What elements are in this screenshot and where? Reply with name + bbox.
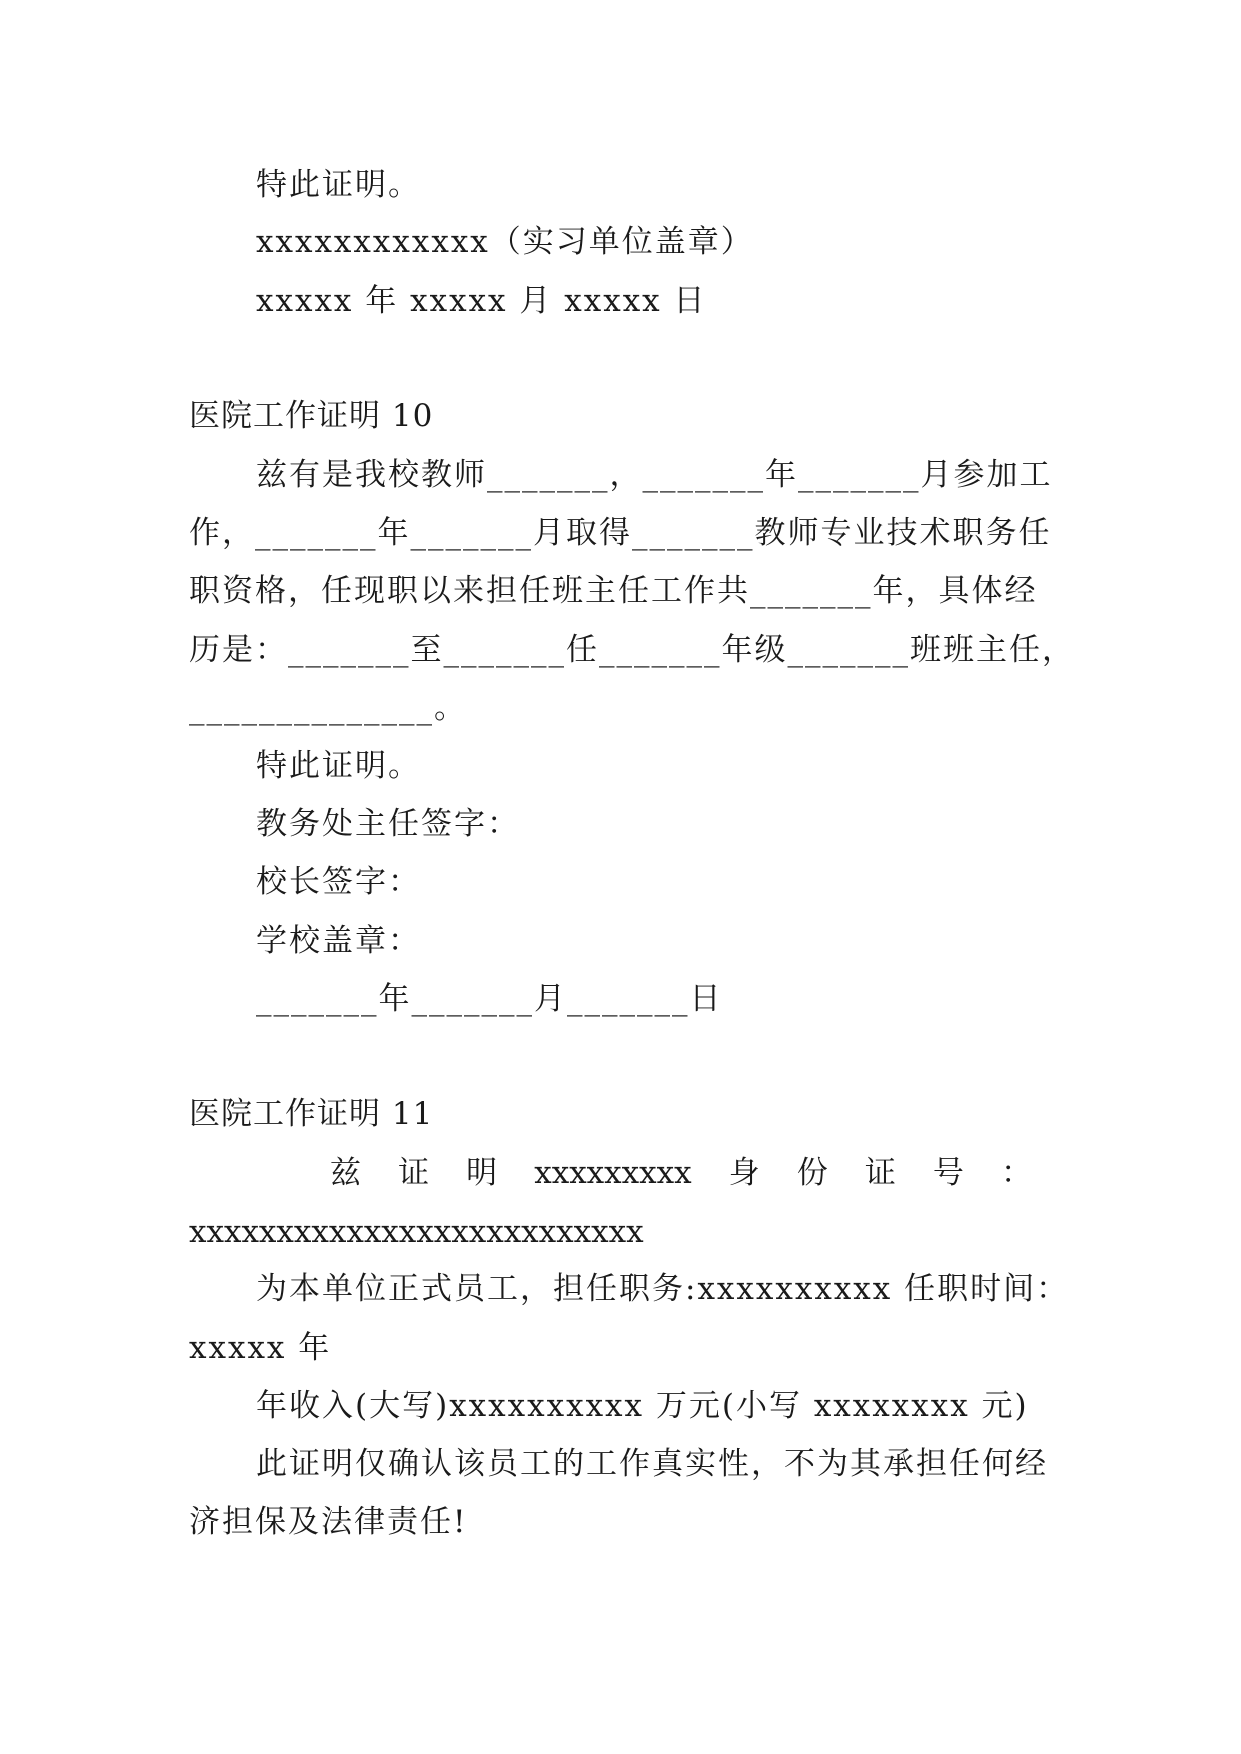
section-heading-10: 医院工作证明 10 <box>189 398 434 434</box>
text-fragment: xxxxxxxxx <box>534 1155 692 1191</box>
closing-text: 特此证明。 <box>256 748 421 784</box>
text-fragment: 证 <box>398 1155 430 1191</box>
school-seal-label: 学校盖章： <box>256 923 421 959</box>
text-fragment: 身 <box>728 1155 760 1191</box>
paragraph-line: 此证明仅确认该员工的工作真实性，不为其承担任何经 <box>256 1446 1048 1482</box>
paragraph-line: 济担保及法律责任! <box>189 1504 468 1540</box>
academic-director-signature-label: 教务处主任签字： <box>256 806 520 842</box>
internship-unit-seal-line: xxxxxxxxxxxx（实习单位盖章） <box>256 224 754 260</box>
date-line: _______年_______月_______日 <box>256 981 723 1017</box>
paragraph-line: 兹有是我校教师_______，_______年_______月参加工 <box>256 457 1053 493</box>
paragraph-line: 为本单位正式员工，担任职务:xxxxxxxxxx 任职时间： <box>256 1271 1070 1307</box>
text-fragment: 明 <box>466 1155 498 1191</box>
paragraph-line: xxxxx 年 <box>189 1330 332 1366</box>
closing-text: 特此证明。 <box>256 167 421 203</box>
principal-signature-label: 校长签字： <box>256 864 421 900</box>
text-fragment: 证 <box>864 1155 896 1191</box>
text-fragment: 兹 <box>330 1155 361 1191</box>
paragraph-line: 作，_______年_______月取得_______教师专业技术职务任 <box>189 515 1052 551</box>
annual-income-line: 年收入(大写)xxxxxxxxxx 万元(小写 xxxxxxxx 元) <box>256 1388 1029 1424</box>
paragraph-line: 历是：_______至_______任_______年级_______班班主任， <box>189 632 1075 668</box>
paragraph-line-justified <box>330 1153 1032 1193</box>
text-fragment: 号 <box>932 1155 964 1191</box>
id-number-line: xxxxxxxxxxxxxxxxxxxxxxxxxx <box>189 1214 644 1250</box>
date-line: xxxxx 年 xxxxx 月 xxxxx 日 <box>256 283 707 319</box>
paragraph-line: ______________。 <box>189 690 467 726</box>
text-fragment: 份 <box>796 1155 828 1191</box>
paragraph-line: 职资格，任现职以来担任班主任工作共_______年，具体经 <box>189 573 1038 609</box>
section-heading-11: 医院工作证明 11 <box>189 1096 434 1132</box>
text-fragment: ： <box>1000 1155 1032 1191</box>
